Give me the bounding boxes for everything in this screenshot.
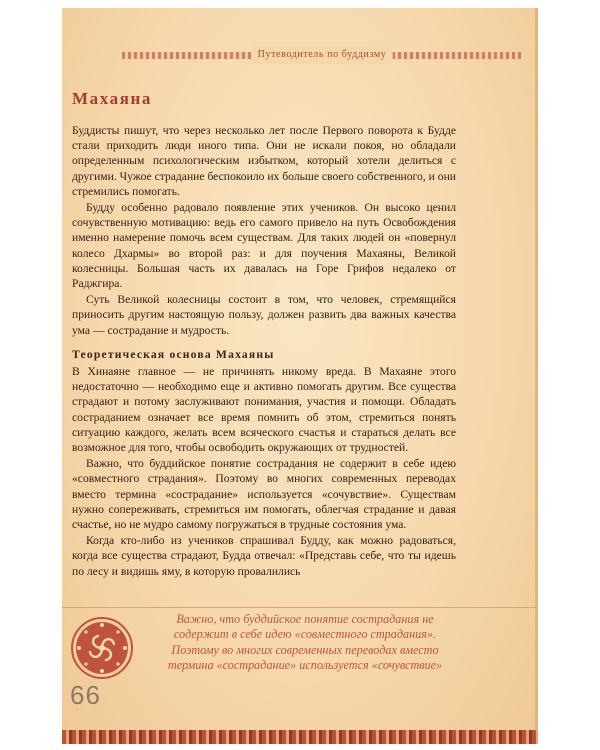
callout-divider (62, 607, 536, 608)
paragraph: Важно, что буддийское понятие сострадания не содержит в себе идею «совместного страдания». Поэтому во многих современных переводах вместо термина «сострадание» используется «сочувствие». Существам нужно сопереживать, стремиться им помогать, облегчая страдание и давая счастье, но не мудро самому погружаться в трудные состояния ума. (72, 457, 456, 532)
section-body (72, 123, 456, 338)
page-edge (535, 8, 538, 744)
paragraph: В Хинаяне главное — не причинять никому вреда. В Махаяне этого недостаточно — необходимо еще и активно помогать другим. Все существа страдают и потому заслуживают понимания, участия и помощи. Обладать состраданием означает все время помнить об этом, стремиться понять ситуацию каждого, желать всем всяческого счастья и стараться делать все возможное для того, чтобы освободить окружающих от трудностей. (72, 365, 456, 455)
paragraph: Буддисты пишут, что через несколько лет после Первого поворота к Будде стали приходить люди иного типа. Они не искали покоя, но обладали определенным психологическим избытком, который хотели делиться с другими. Чужое страдание беспокоило их больше своего собственного, и они стремились помогать. (72, 124, 456, 198)
paragraph: Будду особенно радовало появление этих учеников. Он высоко ценил сочувственную мотивацию: ведь его самого привело на путь Освобождения именно намерение помочь всем существам. Для таких людей он «повернул колесо Дхармы» во второй раз: и для поучения Махаяны, Великой колесницы. Большая часть их давалась на Горе Грифов недалеко от Раджгира. (72, 201, 456, 291)
paragraph: Когда кто-либо из учеников спрашивал Будду, как можно радоваться, когда все существа страдают, Будда отвечал: «Представь себе, что ты идешь по лесу и видишь яму, в которую провалились (72, 534, 456, 578)
pull-quote: Важно, что буддийское понятие сострадания не содержит в себе идею «совместного страдания». Поэтому во многих современных переводах вместо термина «сострадание» используется «сочувствие» (167, 612, 443, 673)
swirl-emblem-icon (70, 616, 134, 680)
footer-ornament-band (62, 730, 538, 744)
subsection-title: Теоретическая основа Махаяны (72, 348, 275, 361)
running-title: Путеводитель по буддизму (252, 46, 393, 64)
running-header (122, 46, 522, 64)
footer-ornament (62, 730, 538, 744)
section-title: Махаяна (72, 89, 153, 108)
subsection-body (72, 364, 456, 579)
page-number: 66 (70, 680, 101, 710)
paragraph: Суть Великой колесницы состоит в том, что человек, стремящийся приносить другим настоящую пользу, должен развить два важных качества ума — сострадание и мудрость. (72, 293, 456, 337)
